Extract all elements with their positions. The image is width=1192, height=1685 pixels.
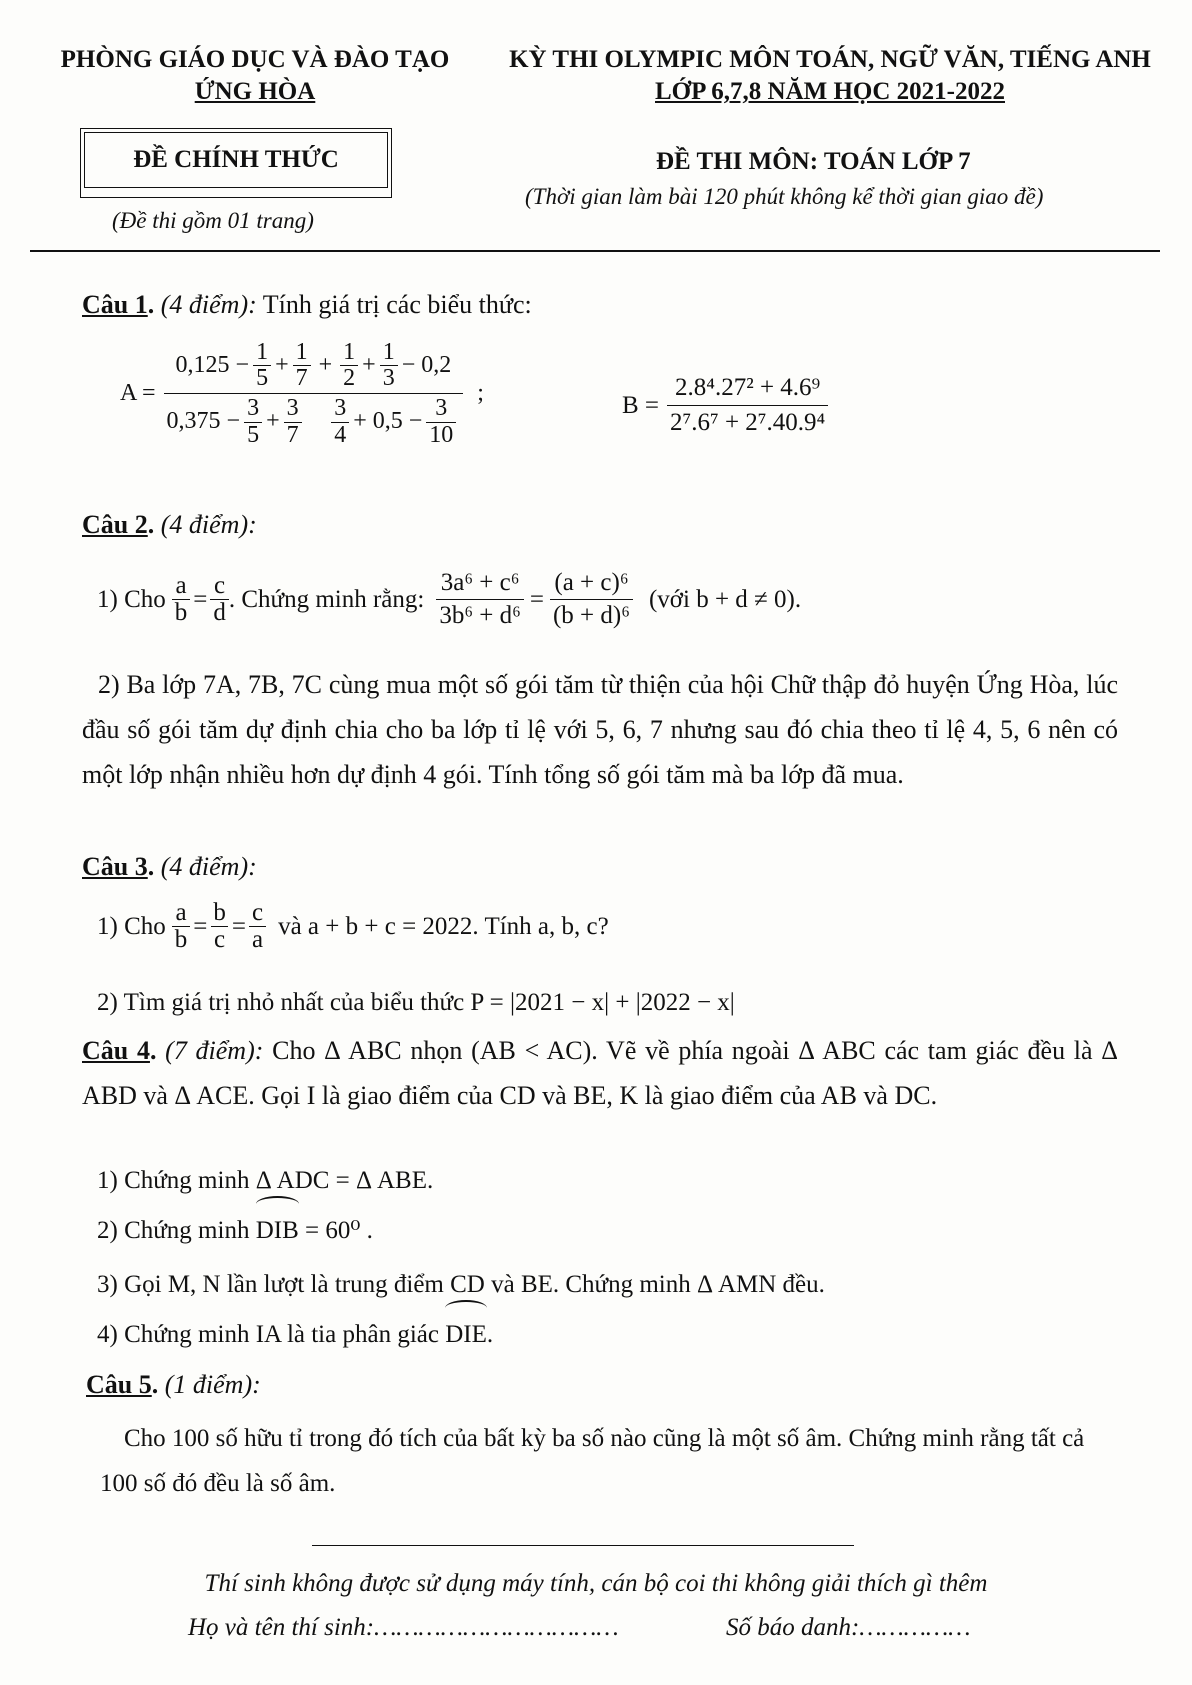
- question-2-part-1: 1) Cho $\frac{a}{b}$ = $\frac{c}{d}$ . Chứng minh rằng: $\frac{\text{3a⁶ + c⁶}}{\text{3b⁶ + d⁶}}$ = $\frac{\text{(a + c)⁶}}{\text{(b + d)⁶}}$ (với b + d ≠ 0).: [97, 569, 802, 630]
- candidate-id-field: Số báo danh:……………: [726, 1614, 971, 1641]
- angle-dib: DIB: [256, 1208, 299, 1253]
- question-2-part-2: 2) Ba lớp 7A, 7B, 7C cùng mua một số gói tăm từ thiện của hội Chữ thập đỏ huyện Ứng Hòa, lúc đầu số gói tăm dự định chia cho ba lớp tỉ lệ với 5, 6, 7 nhưng sau đó chia theo tỉ lệ 4, 5, 6 nên có một lớp nhận nhiều hơn dự định 4 gói. Tính tổng số gói tăm mà ba lớp đã mua.: [82, 670, 1118, 789]
- question-4-part-2: 2) Chứng minh DIB = 60⁰ .: [97, 1208, 373, 1253]
- question-4-part-3: 3) Gọi M, N lần lượt là trung điểm CD và BE. Chứng minh Δ AMN đều.: [97, 1271, 825, 1298]
- pages-note: (Đề thi gồm 01 trang): [112, 208, 314, 233]
- footer-note: Thí sinh không được sử dụng máy tính, cán bộ coi thi không giải thích gì thêm: [204, 1570, 988, 1597]
- question-5-text: Cho 100 số hữu tỉ trong đó tích của bất kỳ ba số nào cũng là một số âm. Chứng minh rằng tất cả 100 số đó đều là số âm.: [100, 1425, 1085, 1497]
- question-5-heading: Câu 5. (1 điểm):: [86, 1370, 261, 1399]
- subject-title: ĐỀ THI MÔN: TOÁN LỚP 7: [656, 148, 971, 175]
- question-3-part-1: 1) Cho $\frac{a}{b}$ = $\frac{b}{c}$ = $\frac{c}{a}$ và a + b + c = 2022. Tính a, b, c?: [97, 899, 609, 954]
- footer-divider: [312, 1545, 854, 1546]
- candidate-name-field: Họ và tên thí sinh:……………………………: [188, 1614, 619, 1641]
- question-4-part-1: 1) Chứng minh Δ ADC = Δ ABE.: [97, 1167, 434, 1194]
- department-name: PHÒNG GIÁO DỤC VÀ ĐÀO TẠO ỨNG HÒA: [60, 46, 450, 105]
- expression-b: B = $\frac{\text{2.8⁴.27² + 4.6⁹}}{\text{2⁷.6⁷ + 2⁷.40.9⁴}}$: [622, 375, 828, 437]
- time-note: (Thời gian làm bài 120 phút không kể thời gian giao đề): [525, 184, 1044, 209]
- header-divider: [30, 250, 1160, 252]
- question-1-heading: Câu 1. (4 điểm): Tính giá trị các biểu thức:: [82, 290, 532, 319]
- question-3-part-2: 2) Tìm giá trị nhỏ nhất của biểu thức P = |2021 − x| + |2022 − x|: [97, 989, 735, 1016]
- question-4-part-4: 4) Chứng minh IA là tia phân giác DIE.: [97, 1312, 493, 1357]
- question-4-text: Câu 4. (7 điểm): Cho Δ ABC nhọn (AB < AC). Vẽ về phía ngoài Δ ABC các tam giác đều là Δ ABD và Δ ACE. Gọi I là giao điểm của CD và BE, K là giao điểm của AB và DC.: [82, 1036, 1118, 1110]
- question-3-heading: Câu 3. (4 điểm):: [82, 852, 257, 881]
- question-2-heading: Câu 2. (4 điểm):: [82, 510, 257, 539]
- expression-a: A = 0,125 − $\frac{1}{5}$ + $\frac{1}{7}$ + $\frac{1}{2}$ + $\frac{1}{3}$ − 0,2 0,375 − $\frac{3}{5}$ + $\frac{3}{7}$ $\frac{3}{4}$ + 0,5 − $\frac{3}{10}$ ;: [120, 339, 484, 448]
- exam-title: KỲ THI OLYMPIC MÔN TOÁN, NGỮ VĂN, TIẾNG ANH LỚP 6,7,8 NĂM HỌC 2021-2022: [509, 46, 1151, 105]
- official-box: ĐỀ CHÍNH THỨC: [80, 128, 392, 198]
- angle-die: DIE: [445, 1312, 487, 1357]
